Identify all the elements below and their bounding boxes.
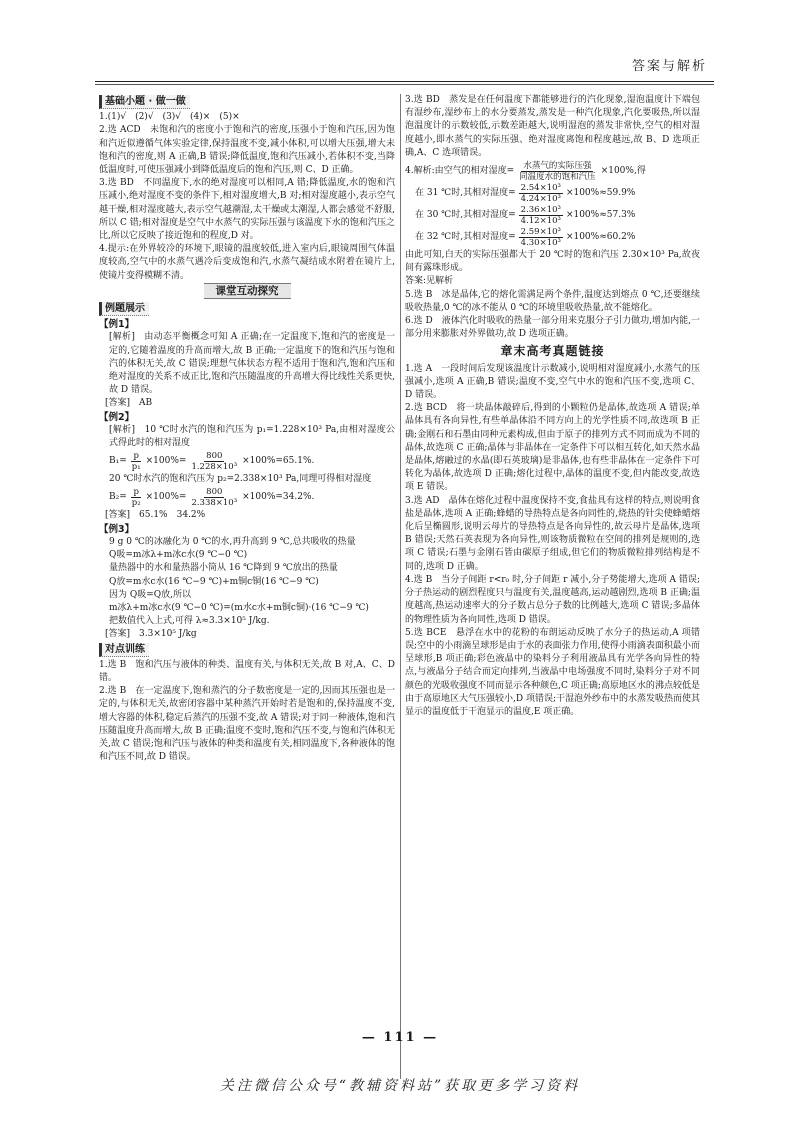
q4-conclusion: 由此可知,白天的实际压强都大于 20 ℃时的饱和汽压 2.30×10³ Pa,故夜间有露珠形成。 [405,250,700,274]
example-1-answer: [答案] AB [105,398,153,409]
formula-mid: ×100%= [145,456,187,467]
fraction-num: p [133,451,139,462]
basic-item-4: 4.提示:在外界较冷的环境下,眼镜的温度较低,进入室内后,眼镜周围气体温度较高,空气中的水蒸气遇冷后变成饱和汽,水蒸气凝结成水附着在镜片上,使镜片变得模糊不清。 [99,244,395,281]
q4-row-result: ×100%≈59.9% [565,187,636,198]
exam-item-5: 5.选 BCE 悬浮在水中的花粉的布朗运动反映了水分子的热运动,A 项错误;空中的小雨滴呈球形是由于水的表面张力作用,使得小雨滴表面积最小而呈球形,B 项正确;彩色液晶中的染料分子利用液晶具有光学各向异性的特点,与液晶分子结合而定向排列,当液晶中电场强度不同时,染料分子对不同颜色的光吸收强度不同而显示各种颜色,C 项正确;高原地区水的沸点较低是由于高原地区大气压强较小,D 项错误;干湿泡外纱布中的水蒸发吸热而使其显示的温度低于干泡显示的温度,E 项正确。 [405,627,700,717]
q4-row-pre: 在 30 ℃时,其相对湿度= [415,209,516,220]
section-head-examples: 例题展示 [99,302,149,316]
example-2-label: 【例2】 [99,411,135,423]
fraction [130,487,143,508]
formula-lhs: B₁= [109,456,127,467]
fraction [517,161,598,182]
example-3-answer: [答案] 3.3×10⁵ J/kg [105,629,197,640]
basic-item-1: 1.(1)√ (2)√ (3)√ (4)× (5)× [99,112,240,123]
exam-item-3: 3.选 AD 晶体在熔化过程中温度保持不变,食盐具有这样的特点,则说明食盐是晶体,选项 A 正确;蜂蜡的导热特点是各向同性的,烧热的针尖使蜂蜡熔化后呈椭圆形,说明云母片的导热特点是各向异性的,故云母片是晶体,选项 B 错误;天然石英表现为各向异性,则该物质微粒在空间的排列是规则的,选项 C 错误;石墨与金刚石皆由碳原子组成,但它们的物质微粒排列结构是不同的,选项 D 正确。 [405,495,700,572]
fraction-num: p [133,487,139,498]
fraction [519,183,563,204]
formula-result: ×100%=34.2%. [242,492,315,503]
formula-result: ×100%=65.1%. [242,456,315,467]
header-rule [95,81,714,82]
q4-intro: 4.解析:由空气的相对湿度= [405,165,515,176]
fraction-den: 同温度水的饱和汽压 [519,172,596,183]
fraction-den: p₁ [131,462,141,473]
q4-tail: ×100%,得 [600,165,646,176]
exam-item-2: 2.选 BCD 将一块晶体敲碎后,得到的小颗粒仍是晶体,故选项 A 错误;单晶体具有各向异性,有些单晶体沿不同方向上的光学性质不同,故选项 B 正确;金刚石和石墨由同种元素构成,但由于原子的排列方式不同而成为不同的晶体,故选项 C 正确;晶体与非晶体在一定条件下可以相互转化,如天然水晶是晶体,熔融过的水晶(即石英玻璃)是非晶体,也有些非晶体在一定条件下可转化为晶体,故选项 D 正确;熔化过程中,晶体的温度不变,但内能改变,故选项 E 错误。 [405,403,700,493]
fraction-num: 800 [206,487,223,498]
page-number: — 111 — [361,1030,439,1045]
q4-row-result: ×100%≈57.3% [565,209,636,220]
fraction-den: 4.30×10³ [520,238,561,249]
formula-mid: ×100%= [145,492,187,503]
fraction-num: 2.54×10³ [520,183,561,194]
example-1-label: 【例1】 [99,319,135,331]
section-head-interactive [99,285,395,298]
training-item-1: 1.选 B 饱和汽压与液体的种类、温度有关,与体积无关,故 B 对,A、C、D 错。 [99,659,395,683]
fraction-num: 2.36×10³ [520,205,561,216]
example-3-line: 把数值代入上式,可得 λ≈3.3×10⁵ J/kg. [109,616,270,627]
left-column [99,94,395,764]
section-head-basic: 基础小题 · 做一做 [99,95,190,109]
q4-row [405,183,700,204]
example-3-line: 量热器中的水和量热器小筒从 16 ℃降到 9 ℃放出的热量 [109,563,338,574]
fraction [189,451,239,472]
fraction-den: 1.228×10³ [191,462,238,473]
q4-row [405,227,700,248]
exam-item-1: 1.选 A 一段时间后发现该温度计示数减小,说明相对湿度减小,水蒸气的压强减小,选项 A 正确,B 错误;温度不变,空气中水的饱和汽压不变,选项 C、D 错误。 [405,363,700,401]
example-3-line: Q放=m水c水(16 ℃−9 ℃)+m铜c铜(16 ℃−9 ℃) [109,576,319,587]
section-head-training: 对点训练 [99,643,149,657]
example-3-line: m冰λ+m冰c水(9 ℃−0 ℃)=(m水c水+m铜c铜)·(16 ℃−9 ℃) [109,602,369,613]
example-2-formula-1 [99,451,395,472]
interactive-head-text: 课堂互动探究 [204,283,291,299]
example-2-formula-2 [99,487,395,508]
q4-row-pre: 在 32 ℃时,其相对湿度= [415,231,516,242]
chapter-head: 章末高考真题链接 [500,344,605,359]
example-2-answer: [答案] 65.1% 34.2% [105,510,206,521]
fraction [519,227,563,248]
fraction [130,451,143,472]
page-header-title: 答案与解析 [631,59,707,74]
fraction-den: 2.338×10³ [191,498,238,509]
fraction-den: 4.24×10³ [520,194,561,205]
example-3-line: 因为 Q吸=Q放,所以 [109,589,192,600]
fraction [189,487,239,508]
exam-item-4: 4.选 B 当分子间距 r<r₀ 时,分子间距 r 减小,分子势能增大,选项 A 错误;分子热运动的剧烈程度只与温度有关,温度越高,运动越剧烈,选项 B 正确;温度越高,热运动速率大的分子数占总分子数的比例越大,选项 C 错误;多晶体的物理性质为各向同性,选项 D 错误。 [405,574,700,625]
column-divider [400,94,401,1079]
q4-formula-intro [405,161,700,182]
q4-answer: 答案:见解析 [405,276,454,287]
q4-row-result: ×100%≈60.2% [565,231,636,242]
example-3-label: 【例3】 [99,523,135,535]
basic-item-3: 3.选 BD 不同温度下,水的绝对湿度可以相同,A 错;降低温度,水的饱和汽压减小,绝对湿度不变的条件下,相对湿度增大,B 对;相对湿度越小,表示空气越干燥,相对湿度越大,表示空气越潮湿,太干燥或太潮湿,人都会感觉不舒服,所以 C 错;相对湿度是空气中水蒸气的实际压强与该温度下水的饱和汽压之比,所以它反映了接近饱和的程度,D 对。 [99,178,395,242]
fraction-num: 水蒸气的实际压强 [523,161,592,172]
training-item-3: 3.选 BD 蒸发是在任何温度下都能够进行的汽化现象,湿泡温度计下端包有湿纱布,湿纱布上的水分要蒸发,蒸发是一种汽化现象,汽化要吸热,所以湿泡温度计的示数较低,示数差距越大,说明湿泡的蒸发非常快,空气的相对湿度越小,即水蒸气的实际压强、绝对湿度离饱和程度越远,故 B、D 选项正确,A、C 选项错误。 [405,95,700,158]
footer-note: 关注微信公众号“教辅资料站”获取更多学习资料 [219,1078,581,1094]
training-item-2: 2.选 B 在一定温度下,饱和蒸汽的分子数密度是一定的,因而其压强也是一定的,与体积无关,故密闭容器中某种蒸汽开始时若是饱和的,保持温度不变,增大容器的体积,稳定后蒸汽的压强不变,故 A 错误;对于同一种液体,饱和汽压随温度升高而增大,故 B 正确;温度不变时,饱和汽压不变,与饱和汽体积无关,故 C 错误;饱和汽压与液体的种类和温度有关,相同温度下,各种液体的饱和汽压不同,故 D 错误。 [99,686,395,763]
fraction-den: p₂ [131,498,141,509]
fraction-den: 4.12×10³ [520,216,561,227]
fraction-num: 2.59×10³ [520,227,561,238]
training-item-6: 6.选 D 液体汽化时吸收的热量一部分用来克服分子引力做功,增加内能,一部分用来膨胀对外界做功,故 D 选项正确。 [405,316,700,340]
right-column [405,94,700,719]
q4-row-pre: 在 31 ℃时,其相对湿度= [415,187,516,198]
example-1-analysis: [解析] 由动态平衡概念可知 A 正确;在一定温度下,饱和汽的密度是一定的,它随着温度的升高而增大,故 B 正确;一定温度下的饱和汽压与饱和汽的体积无关,故 C 错误;理想气体状态方程不适用于饱和汽,饱和汽压和绝对湿度的关系不成正比,饱和汽压随温度的升高增大得比线性关系更快,故 D 错误。 [109,332,395,396]
formula-lhs: B₂= [109,492,127,503]
fraction [519,205,563,226]
training-item-5: 5.选 B 冰是晶体,它的熔化需满足两个条件,温度达到熔点 0 ℃,还要继续吸收热量,0 ℃的冰不能从 0 ℃的环境里吸收热量,故不能熔化。 [405,289,700,313]
q4-row [405,205,700,226]
header-rule-thin [95,84,714,85]
example-3-line: 9 g 0 ℃的冰融化为 0 ℃的水,再升高到 9 ℃,总共吸收的热量 [109,536,356,547]
basic-item-2: 2.选 ACD 未饱和汽的密度小于饱和汽的密度,压强小于饱和汽压,因为饱和汽近似遵循气体实验定律,保持温度不变,减小体积,可以增大压强,增大未饱和汽的密度,则 A 正确,B 错误;降低温度,饱和汽压减小,若体积不变,当降低温度时,可使压强减小到降低温度后的饱和汽压,则 C、D 正确。 [99,125,395,176]
example-2-line1: [解析] 10 ℃时水汽的饱和汽压为 p₁=1.228×10³ Pa,由相对湿度公式得此时的相对湿度 [109,424,395,449]
example-3-line: Q吸=m冰λ+m冰c水(9 ℃−0 ℃) [109,550,248,561]
example-2-line2: 20 ℃时水汽的饱和汽压为 p₂=2.338×10³ Pa,同理可得相对湿度 [109,474,372,485]
fraction-num: 800 [206,451,223,462]
